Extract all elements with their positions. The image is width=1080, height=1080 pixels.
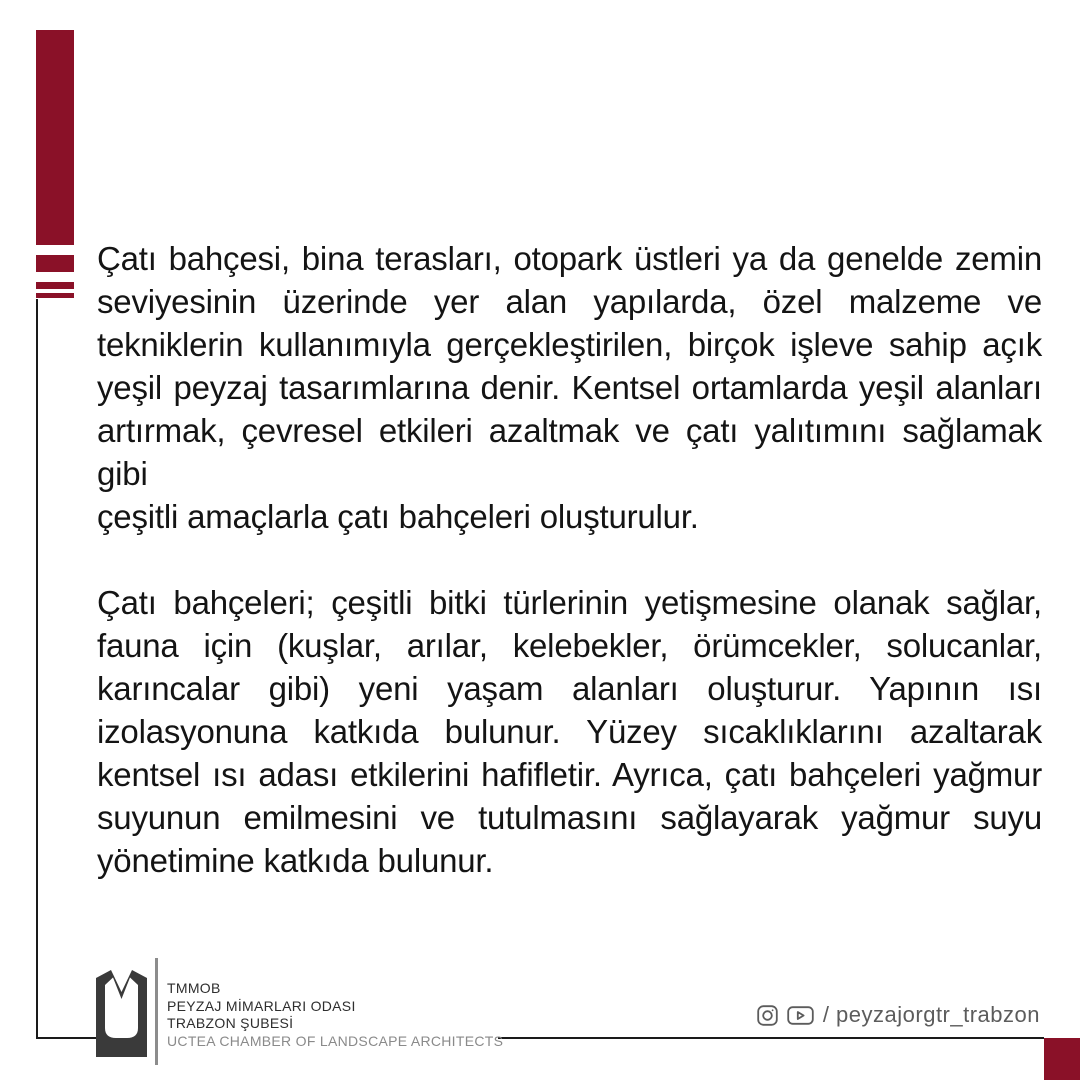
paragraph-1-line: seviyesinin üzerinde yer alan yapılarda, özel malzeme ve: [97, 283, 1042, 320]
paragraph-1-line: çeşitli amaçlarla çatı bahçeleri oluşturulur.: [97, 498, 699, 535]
decor-stripe-2: [36, 282, 74, 289]
left-vertical-rule: [36, 299, 38, 1039]
org-line-tmmob: TMMOB: [167, 980, 221, 996]
decor-stripe-3: [36, 293, 74, 298]
org-line-branch: TRABZON ŞUBESİ: [167, 1015, 294, 1031]
decor-stripe-1: [36, 255, 74, 272]
paragraph-2-line: yönetimine katkıda bulunur.: [97, 842, 494, 879]
organization-name-block: [167, 980, 503, 1050]
paragraph-1-line: tekniklerin kullanımıyla gerçekleştirilen, birçok işleve sahip açık: [97, 326, 1042, 363]
chamber-logo: [96, 968, 147, 1057]
paragraph-2-line: suyunun emilmesini ve tutulmasını sağlayarak yağmur suyu: [97, 799, 1042, 836]
paragraph-2-line: kentsel ısı adası etkilerini hafifletir. Ayrıca, çatı bahçeleri yağmur: [97, 756, 1042, 793]
paragraph-1: [97, 237, 1042, 538]
paragraph-2-line: karıncalar gibi) yeni yaşam alanları oluşturur. Yapının ısı: [97, 670, 1042, 707]
paragraph-1-line: Çatı bahçesi, bina terasları, otopark üstleri ya da genelde zemin: [97, 240, 1042, 277]
paragraph-2-line: izolasyonuna katkıda bulunur. Yüzey sıcaklıklarını azaltarak: [97, 713, 1042, 750]
paragraph-1-line: artırmak, çevresel etkileri azaltmak ve çatı yalıtımını sağlamak gibi: [97, 412, 1042, 492]
social-handle-block[interactable]: [757, 1002, 1040, 1028]
open-book-logo-icon: [96, 968, 147, 1057]
social-handle-text[interactable]: / peyzajorgtr_trabzon: [822, 1002, 1040, 1027]
instagram-icon[interactable]: [757, 1005, 778, 1026]
bottom-right-rule: [498, 1037, 1044, 1039]
org-line-chamber: PEYZAJ MİMARLARI ODASI: [167, 997, 356, 1014]
decor-bar-tall: [36, 30, 74, 245]
youtube-icon[interactable]: [787, 1005, 814, 1026]
org-line-english: UCTEA CHAMBER OF LANDSCAPE ARCHITECTS: [167, 1032, 504, 1049]
paragraph-2: [97, 581, 1042, 882]
paragraph-1-line: yeşil peyzaj tasarımlarına denir. Kentsel ortamlarda yeşil alanları: [97, 369, 1042, 406]
body-text: [97, 237, 1042, 925]
paragraph-2-line: Çatı bahçeleri; çeşitli bitki türlerinin yetişmesine olanak sağlar,: [97, 584, 1042, 621]
paragraph-2-line: fauna için (kuşlar, arılar, kelebekler, örümcekler, solucanlar,: [97, 627, 1042, 664]
footer-divider: [155, 958, 158, 1065]
bottom-left-rule: [36, 1037, 96, 1039]
corner-accent-square: [1044, 1038, 1080, 1080]
